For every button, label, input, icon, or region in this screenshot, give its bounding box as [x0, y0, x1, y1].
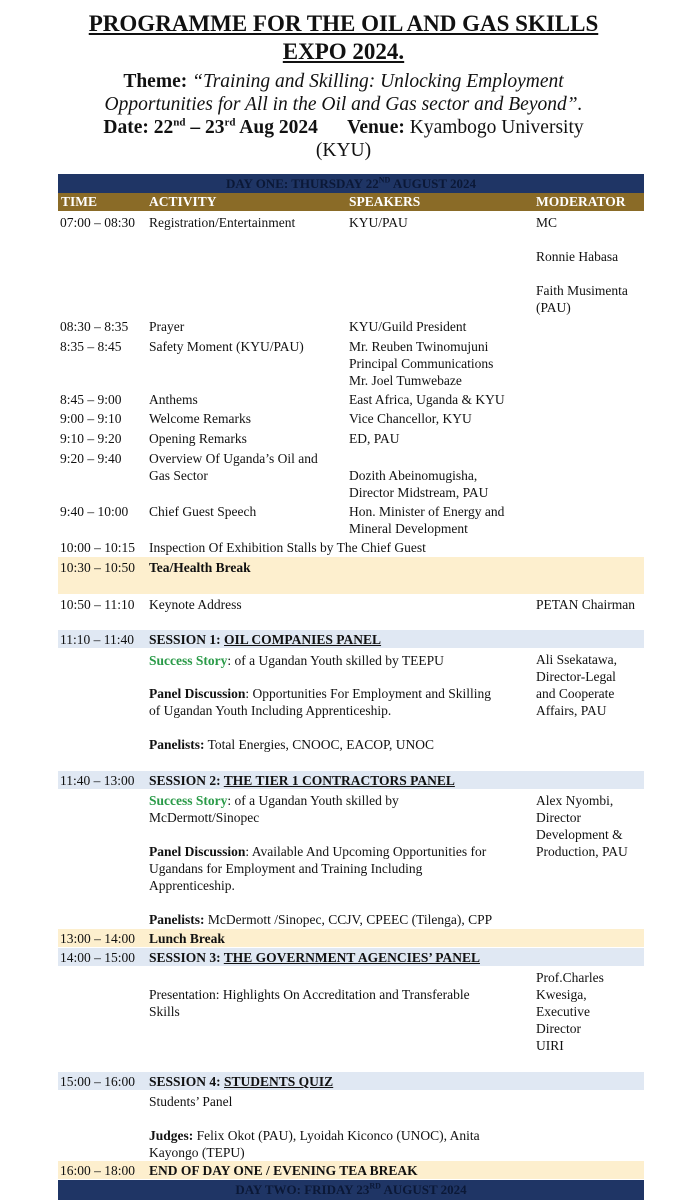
session4-band — [58, 1072, 644, 1090]
column-header — [58, 193, 644, 211]
lunch-band — [58, 929, 644, 947]
day-one-bar: DAY ONE: THURSDAY 22ND AUGUST 2024 — [58, 174, 644, 193]
theme: Theme: “Training and Skilling: Unlocking Employment Opportunities for All in the Oil and Gas sector and Beyond”. — [104, 71, 583, 115]
programme-header — [0, 0, 687, 162]
day-two-bar: DAY TWO: FRIDAY 23RD AUGUST 2024 — [58, 1180, 644, 1200]
col-time: TIME — [61, 194, 98, 209]
col-speakers: SPEAKERS — [349, 194, 421, 209]
overview-speaker-name: Dozith Abeinomugisha, — [349, 468, 478, 483]
page-title: PROGRAMME FOR THE OIL AND GAS SKILLS EXPO 2024. — [88, 11, 599, 64]
date-venue: Date: 22nd – 23rd Aug 2024 Venue: Kyambogo University (KYU) — [103, 116, 584, 161]
col-moderator: MODERATOR — [536, 194, 626, 209]
tea-break-band — [58, 557, 644, 594]
col-activity: ACTIVITY — [149, 194, 217, 209]
overview-speaker-role: Director Midstream, PAU — [349, 485, 489, 500]
